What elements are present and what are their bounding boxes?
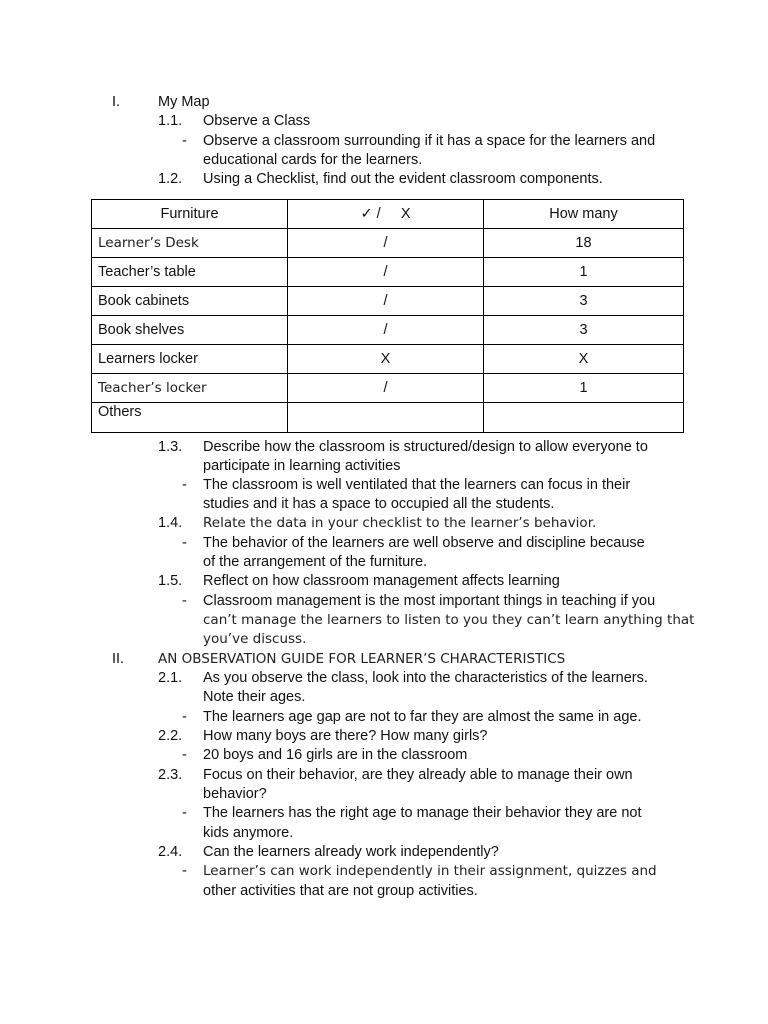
item-1-1-text: Observe a Class [203, 113, 311, 129]
answer-2-3-line-2: kids anymore. [203, 825, 294, 841]
table-row [92, 258, 684, 287]
answer-2-1-text: The learners age gap are not to far they are almost the same in age. [203, 709, 642, 725]
item-2-1-number: 2.1. [158, 670, 183, 686]
item-2-1-line-1: As you observe the class, look into the characteristics of the learners. [203, 670, 648, 686]
answer-1-4-dash: - [182, 535, 187, 551]
answer-2-2-dash: - [182, 747, 187, 763]
item-2-4-number: 2.4. [158, 844, 183, 860]
item-1-3-number: 1.3. [158, 439, 183, 455]
furniture-cell: Learners locker [92, 345, 288, 374]
furniture-cell: Book shelves [92, 316, 288, 345]
count-cell: 3 [484, 287, 684, 316]
table-row [92, 403, 684, 433]
furniture-cell: Learner’s Desk [92, 229, 288, 258]
section-2-number: II. [112, 651, 125, 667]
answer-1-5-line-3: you’ve discuss. [203, 631, 307, 647]
answer-1-3-line-1: The classroom is well ventilated that the learners can focus in their [203, 477, 631, 493]
answer-2-1-dash: - [182, 709, 187, 725]
header-check-mark: ✓ / X [288, 200, 484, 229]
answer-2-4-dash: - [182, 863, 187, 879]
answer-1-5-line-1: Classroom management is the most important things in teaching if you [203, 593, 656, 609]
checklist-table [91, 199, 684, 433]
header-furniture: Furniture [92, 200, 288, 229]
check-cell: / [288, 258, 484, 287]
item-1-1-number: 1.1. [158, 113, 183, 129]
answer-1-1-line-2: educational cards for the learners. [203, 152, 423, 168]
answer-1-4-line-1: The behavior of the learners are well observe and discipline because [203, 535, 645, 551]
answer-1-4-line-2: of the arrangement of the furniture. [203, 554, 428, 570]
item-1-5-text: Reflect on how classroom management affects learning [203, 573, 560, 589]
table-header-row [92, 200, 684, 229]
furniture-cell: Teacher’s locker [92, 374, 288, 403]
item-1-3-line-1: Describe how the classroom is structured/design to allow everyone to [203, 439, 648, 455]
item-1-4-text: Relate the data in your checklist to the learner’s behavior. [203, 515, 597, 531]
answer-2-3-line-1: The learners has the right age to manage their behavior they are not [203, 805, 642, 821]
section-1-title: My Map [158, 94, 210, 110]
check-cell: / [288, 287, 484, 316]
answer-1-3-dash: - [182, 477, 187, 493]
check-cell: / [288, 229, 484, 258]
section-2-title: AN OBSERVATION GUIDE FOR LEARNER’S CHARACTERISTICS [158, 651, 566, 667]
count-cell: 1 [484, 258, 684, 287]
check-cell: / [288, 316, 484, 345]
check-cell: X [288, 345, 484, 374]
item-2-2-text: How many boys are there? How many girls? [203, 728, 488, 744]
item-2-4-text: Can the learners already work independently? [203, 844, 499, 860]
item-1-3-line-2: participate in learning activities [203, 458, 401, 474]
count-cell: X [484, 345, 684, 374]
answer-2-4-line-1: Learner’s can work independently in their assignment, quizzes and [203, 863, 657, 879]
count-cell: 1 [484, 374, 684, 403]
item-1-5-number: 1.5. [158, 573, 183, 589]
answer-1-5-line-2: can’t manage the learners to listen to you they can’t learn anything that [203, 612, 695, 628]
item-2-1-line-2: Note their ages. [203, 689, 306, 705]
count-cell: 3 [484, 316, 684, 345]
furniture-cell: Book cabinets [92, 287, 288, 316]
check-cell [288, 403, 484, 433]
check-cell: / [288, 374, 484, 403]
item-1-4-number: 1.4. [158, 515, 183, 531]
item-2-2-number: 2.2. [158, 728, 183, 744]
header-how-many: How many [484, 200, 684, 229]
answer-2-2-text: 20 boys and 16 girls are in the classroom [203, 747, 468, 763]
count-cell: 18 [484, 229, 684, 258]
table-row [92, 287, 684, 316]
answer-1-1-line-1: Observe a classroom surrounding if it has a space for the learners and [203, 133, 656, 149]
answer-1-5-dash: - [182, 593, 187, 609]
count-cell [484, 403, 684, 433]
furniture-cell: Others [92, 403, 288, 433]
item-1-2-number: 1.2. [158, 171, 183, 187]
table-row [92, 345, 684, 374]
item-2-3-line-1: Focus on their behavior, are they already able to manage their own [203, 767, 633, 783]
answer-2-3-dash: - [182, 805, 187, 821]
furniture-cell: Teacher’s table [92, 258, 288, 287]
table-row [92, 229, 684, 258]
answer-1-1-dash: - [182, 133, 187, 149]
table-row [92, 316, 684, 345]
item-2-3-number: 2.3. [158, 767, 183, 783]
section-1-number: I. [112, 94, 121, 110]
item-2-3-line-2: behavior? [203, 786, 267, 802]
item-1-2-text: Using a Checklist, find out the evident classroom components. [203, 171, 603, 187]
table-row [92, 374, 684, 403]
answer-2-4-line-2: other activities that are not group activities. [203, 883, 478, 899]
answer-1-3-line-2: studies and it has a space to occupied all the students. [203, 496, 555, 512]
